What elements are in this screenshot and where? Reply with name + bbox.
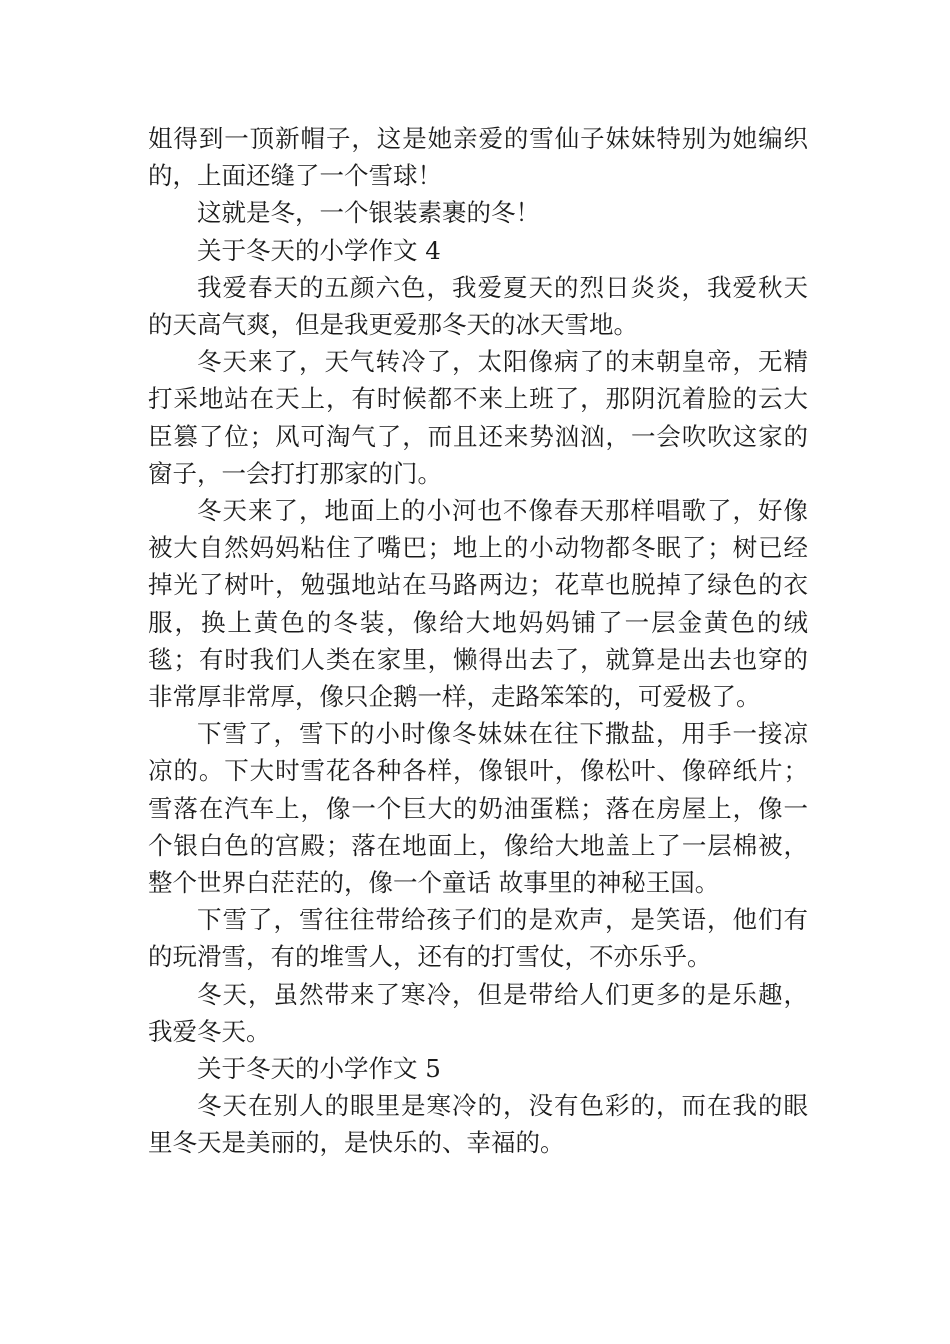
essay-heading: 关于冬天的小学作文 5 [197,1054,441,1084]
paragraph: 冬天来了，地面上的小河也不像春天那样唱歌了，好像被大自然妈妈粘住了嘴巴；地上的小动物都冬眠了；树已经掉光了树叶，勉强地站在马路两边；花草也脱掉了绿色的衣服，换上黄色的冬装，像给大地妈妈铺了一层金黄色的绒毯；有时我们人类在家里，懒得出去了，就算是出去也穿的非常厚非常厚，像只企鹅一样，走路笨笨的，可爱极了。 [148,496,808,712]
paragraph: 下雪了，雪下的小时像冬妹妹在往下撒盐，用手一接凉凉的。下大时雪花各种各样，像银叶，像松叶、像碎纸片；雪落在汽车上，像一个巨大的奶油蛋糕；落在房屋上，像一个银白色的宫殿；落在地面上，像给大地盖上了一层棉被，整个世界白茫茫的，像一个童话 故事里的神秘王国。 [148,719,808,898]
essay-heading: 关于冬天的小学作文 4 [197,235,441,265]
paragraph: 冬天，虽然带来了寒冷，但是带给人们更多的是乐趣，我爱冬天。 [148,979,808,1046]
paragraph: 冬天在别人的眼里是寒冷的，没有色彩的，而在我的眼里冬天是美丽的，是快乐的、幸福的。 [148,1091,808,1158]
document-body [148,120,808,1162]
paragraph: 下雪了，雪往往带给孩子们的是欢声，是笑语，他们有的玩滑雪，有的堆雪人，还有的打雪仗，不亦乐乎。 [148,905,808,972]
continuation-paragraph: 姐得到一顶新帽子，这是她亲爱的雪仙子妹妹特别为她编织的，上面还缝了一个雪球！ [148,124,808,191]
paragraph: 冬天来了，天气转冷了，太阳像病了的末朝皇帝，无精打采地站在天上，有时候都不来上班了，那阴沉着脸的云大臣篡了位；风可淘气了，而且还来势汹汹，一会吹吹这家的窗子，一会打打那家的门。 [148,347,808,488]
paragraph: 我爱春天的五颜六色，我爱夏天的烈日炎炎，我爱秋天的天高气爽，但是我更爱那冬天的冰天雪地。 [148,272,808,340]
paragraph: 这就是冬，一个银装素裹的冬！ [197,198,540,228]
